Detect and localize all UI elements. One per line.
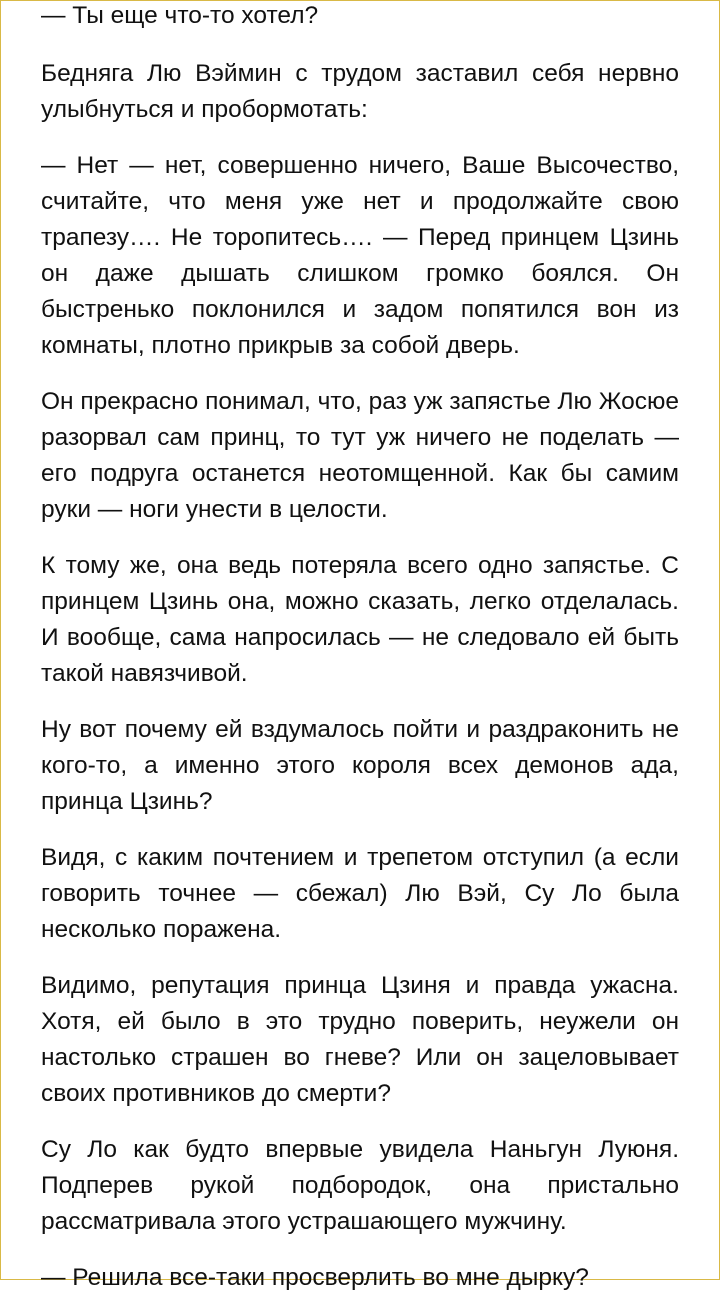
paragraph: — Нет — нет, совершенно ничего, Ваше Высочество, считайте, что меня уже нет и продолжайте свою трапезу…. Не торопитесь…. — Перед принцем Цзинь он даже дышать слишком громко боялся. Он быстренько поклонился и задом попятился вон из комнаты, плотно прикрыв за собой дверь. [41,152,679,359]
paragraph: К тому же, она ведь потеряла всего одно запястье. С принцем Цзинь она, можно сказать, легко отделалась. И вообще, сама напросилась — не следовало ей быть такой навязчивой. [41,552,679,687]
reader-page [41,0,679,1316]
paragraph: Видимо, репутация принца Цзиня и правда ужасна. Хотя, ей было в это трудно поверить, неужели он настолько страшен во гневе? Или он зацеловывает своих противников до смерти? [41,972,679,1107]
paragraph: Бедняга Лю Вэймин с трудом заставил себя нервно улыбнуться и пробормотать: [41,60,679,123]
paragraph: — Решила все-таки просверлить во мне дырку? [41,1264,589,1291]
paragraph: Ну вот почему ей вздумалось пойти и раздраконить не кого-то, а именно этого короля всех демонов ада, принца Цзинь? [41,716,679,815]
paragraph: Су Ло как будто впервые увидела Наньгун Луюня. Подперев рукой подбородок, она пристально рассматривала этого устрашающего мужчину. [41,1136,679,1235]
paragraph: — Ты еще что-то хотел? [41,2,319,29]
paragraph: Видя, с каким почтением и трепетом отступил (а если говорить точнее — сбежал) Лю Вэй, Су Ло была несколько поражена. [41,844,679,943]
paragraph: Он прекрасно понимал, что, раз уж запястье Лю Жосюе разорвал сам принц, то тут уж ничего не поделать — его подруга останется неотомщенной. Как бы самим руки — ноги унести в целости. [41,388,679,523]
